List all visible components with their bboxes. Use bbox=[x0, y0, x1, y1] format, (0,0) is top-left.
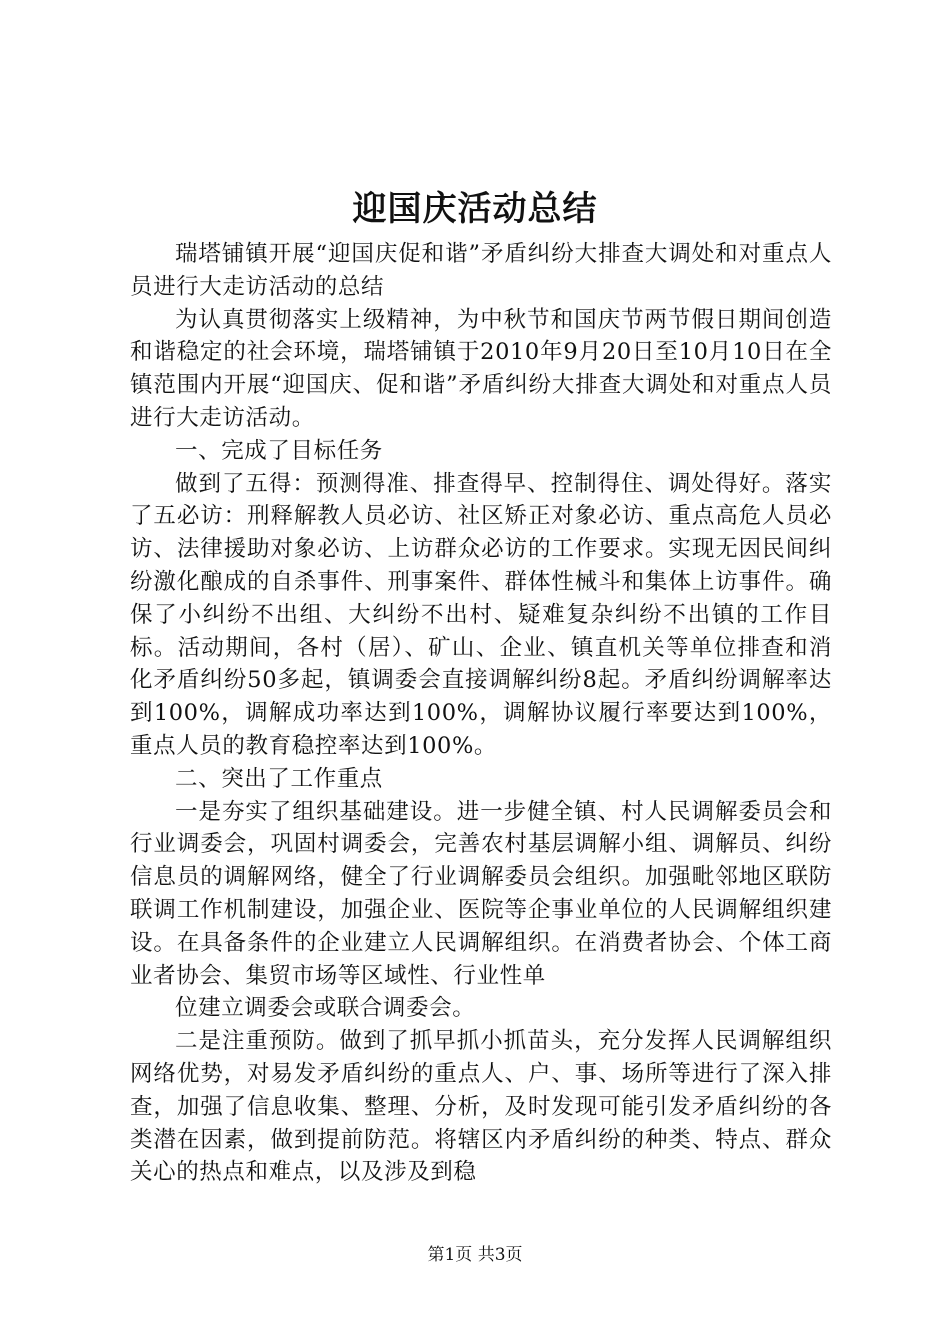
paragraph-section-2-a-cont: 位建立调委会或联合调委会。 bbox=[175, 995, 476, 1022]
paragraph-section-2-b: 二是注重预防。做到了抓早抓小抓苗头，充分发挥人民调解组织网络优势，对易发矛盾纠纷的重点人、户、事、场所等进行了深入排查，加强了信息收集、整理、分析，及时发现可能引发矛盾纠纷的各类潜在因素，做到提前防范。将辖区内矛盾纠纷的种类、特点、群众关心的热点和难点，以及涉及到稳 bbox=[130, 1028, 832, 1186]
page-number: 第1页 共3页 bbox=[427, 1245, 523, 1265]
paragraph-intro: 为认真贯彻落实上级精神，为中秋节和国庆节两节假日期间创造和谐稳定的社会环境，瑞塔铺镇于2010年9月20日至10月10日在全镇范围内开展“迎国庆、促和谐”矛盾纠纷大排查大调处和对重点人员进行大走访活动。 bbox=[130, 306, 832, 431]
document-body bbox=[130, 238, 832, 1189]
paragraph-section-2-a: 一是夯实了组织基础建设。进一步健全镇、村人民调解委员会和行业调委会，巩固村调委会，完善农村基层调解小组、调解员、纠纷信息员的调解网络，健全了行业调解委员会组织。加强毗邻地区联防联调工作机制建设，加强企业、医院等企事业单位的人民调解组织建设。在具备条件的企业建立人民调解组织。在消费者协会、个体工商业者协会、集贸市场等区域性、行业性单 bbox=[130, 798, 832, 989]
paragraph-section-1: 做到了五得：预测得准、排查得早、控制得住、调处得好。落实了五必访：刑释解教人员必访、社区矫正对象必访、重点高危人员必访、法律援助对象必访、上访群众必访的工作要求。实现无因民间纠纷激化酿成的自杀事件、刑事案件、群体性械斗和集体上访事件。确保了小纠纷不出组、大纠纷不出村、疑难复杂纠纷不出镇的工作目标。活动期间，各村（居）、矿山、企业、镇直机关等单位排查和消化矛盾纠纷50多起，镇调委会直接调解纠纷8起。矛盾纠纷调解率达到100%，调解成功率达到100%，调解协议履行率要达到100%，重点人员的教育稳控率达到100%。 bbox=[130, 470, 832, 759]
section-heading-2: 二、突出了工作重点 bbox=[175, 765, 383, 792]
document-title: 迎国庆活动总结 bbox=[352, 189, 598, 229]
paragraph-heading-summary: 瑞塔铺镇开展“迎国庆促和谐”矛盾纠纷大排查大调处和对重点人员进行大走访活动的总结 bbox=[130, 241, 832, 300]
section-heading-1: 一、完成了目标任务 bbox=[175, 437, 383, 464]
